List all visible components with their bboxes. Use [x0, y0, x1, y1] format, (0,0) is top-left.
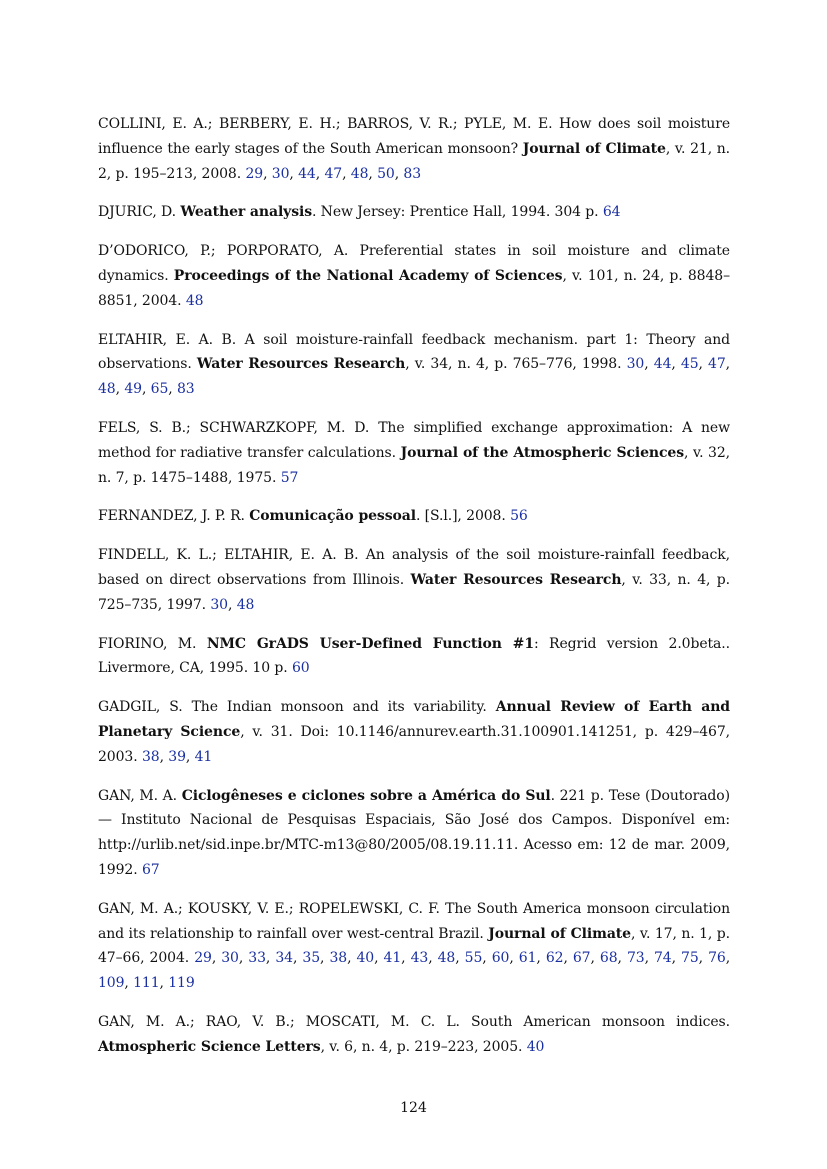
- reference-details: , v. 17, n. 1, p. 47–66, 2004.: [98, 925, 731, 967]
- back-reference-page-link[interactable]: 64: [602, 204, 621, 221]
- reference-entry: [98, 200, 730, 225]
- back-reference-page-link[interactable]: 39: [168, 748, 186, 765]
- reference-entry: [98, 1010, 730, 1060]
- back-reference-page-link[interactable]: 49: [124, 381, 142, 398]
- reference-source-title: Journal of Climate: [488, 925, 631, 942]
- back-reference-page-link[interactable]: 47: [708, 356, 726, 373]
- back-reference-page-link[interactable]: 67: [141, 861, 160, 878]
- reference-authors-title: FIORINO, M.: [98, 635, 207, 652]
- back-reference-page-link[interactable]: 60: [291, 660, 310, 677]
- back-reference-page-link[interactable]: 30: [210, 596, 228, 613]
- back-reference-page-link[interactable]: 76: [708, 950, 726, 967]
- back-reference-page-link[interactable]: 40: [526, 1038, 545, 1055]
- reference-authors-title: COLLINI, E. A.; BERBERY, E. H.; BARROS, V. R.; PYLE, M. E. How does soil moisture influence the early stages of the South American monsoon?: [98, 116, 730, 157]
- reference-entry: GAN, M. A.; KOUSKY, V. E.; ROPELEWSKI, C. F. The South America monsoon circulation and its relationship to rainfall over west-central Brazil. Journal of Climate, v. 17, n. 1, p. 47–66, 2004. 29, 30, 33, 34, 35, 38, 40, 41, 43, 48, 55, 60, 61, 62, 67, 68, 73, 74, 75, 76, 109, 111, 119: [98, 900, 731, 992]
- reference-authors-title: FINDELL, K. L.; ELTAHIR, E. A. B. An analysis of the soil moisture-rainfall feedback, based on direct observations from Illinois.: [98, 547, 730, 588]
- reference-source-title: Water Resources Research: [410, 571, 622, 588]
- reference-entry: [98, 504, 730, 529]
- reference-entry: [98, 239, 730, 313]
- reference-source-title: Journal of the Atmospheric Sciences: [400, 444, 685, 461]
- back-reference-page-link[interactable]: 29: [194, 950, 212, 967]
- reference-details: , v. 32, n. 7, p. 1475–1488, 1975.: [98, 444, 730, 486]
- back-reference-page-link[interactable]: 119: [168, 975, 195, 992]
- reference-entry: [98, 632, 730, 682]
- reference-source-title: Atmospheric Science Letters: [98, 1038, 321, 1055]
- reference-details: : Regrid version 2.0beta.. Livermore, CA, 1995. 10 p.: [98, 635, 731, 677]
- back-reference-page-link[interactable]: 30: [271, 165, 290, 182]
- back-reference-page-link[interactable]: 35: [302, 950, 321, 967]
- reference-source-title: Ciclogêneses e ciclones sobre a América do Sul: [181, 787, 551, 804]
- back-reference-page-link[interactable]: 43: [410, 950, 429, 967]
- reference-entry: ELTAHIR, E. A. B. A soil moisture-rainfall feedback mechanism. part 1: Theory and observations. Water Resources Research, v. 34, n. 4, p. 765–776, 1998. 30, 44, 45, 47, 48, 49, 65, 83: [98, 331, 731, 398]
- reference-details: , v. 34, n. 4, p. 765–776, 1998.: [405, 356, 627, 373]
- reference-source-title: Annual Review of Earth and Planetary Science: [98, 699, 730, 740]
- back-reference-page-link[interactable]: 33: [248, 950, 266, 967]
- page-number: 124: [400, 1100, 427, 1116]
- reference-authors-title: DJURIC, D.: [98, 204, 181, 221]
- back-reference-page-link[interactable]: 45: [680, 356, 699, 373]
- reference-details: , v. 101, n. 24, p. 8848–8851, 2004.: [98, 267, 730, 309]
- reference-source-title: Comunicação pessoal: [249, 508, 416, 525]
- reference-entry: GADGIL, S. The Indian monsoon and its variability. Annual Review of Earth and Planetary Science, v. 31. Doi: 10.1146/annurev.earth.31.100901.141251, p. 429–467, 2003. 38, 39, 41: [98, 699, 730, 765]
- reference-authors-title: FELS, S. B.; SCHWARZKOPF, M. D. The simplified exchange approximation: A new method for radiative transfer calculations.: [98, 419, 730, 461]
- reference-authors-title: D’ODORICO, P.; PORPORATO, A. Preferential states in soil moisture and climate dynamics.: [98, 243, 730, 284]
- reference-authors-title: GAN, M. A.; KOUSKY, V. E.; ROPELEWSKI, C. F. The South America monsoon circulation and its relationship to rainfall over west-central Brazil.: [98, 900, 730, 942]
- back-reference-page-link[interactable]: 41: [194, 748, 213, 765]
- back-reference-page-link[interactable]: 56: [510, 508, 528, 525]
- back-reference-page-link[interactable]: 75: [681, 950, 699, 967]
- back-reference-page-link[interactable]: 40: [356, 950, 375, 967]
- back-reference-page-link[interactable]: 111: [133, 975, 160, 992]
- reference-authors-title: FERNANDEZ, J. P. R.: [98, 508, 250, 525]
- back-reference-page-link[interactable]: 60: [491, 950, 510, 967]
- back-reference-page-link[interactable]: 34: [275, 950, 293, 967]
- reference-authors-title: GAN, M. A.: [98, 787, 182, 804]
- back-reference-page-link[interactable]: 41: [383, 950, 402, 967]
- back-reference-page-link[interactable]: 83: [403, 165, 422, 182]
- back-reference-page-link[interactable]: 65: [150, 381, 169, 398]
- back-reference-page-link[interactable]: 48: [98, 381, 116, 398]
- back-reference-page-link[interactable]: 74: [654, 950, 672, 967]
- back-reference-page-link[interactable]: 44: [298, 165, 316, 182]
- reference-source-title: NMC GrADS User-Defined Function #1: [206, 635, 534, 652]
- reference-entry: [98, 784, 730, 883]
- back-reference-page-link[interactable]: 48: [350, 165, 369, 182]
- back-reference-page-link[interactable]: 48: [185, 292, 204, 309]
- back-reference-page-link[interactable]: 38: [329, 950, 348, 967]
- back-reference-page-link[interactable]: 30: [221, 950, 239, 967]
- reference-authors-title: GADGIL, S. The Indian monsoon and its variability.: [98, 699, 496, 716]
- back-reference-page-link[interactable]: 48: [236, 596, 255, 613]
- reference-details: , v. 31. Doi: 10.1146/annurev.earth.31.100901.141251, p. 429–467, 2003.: [98, 723, 730, 765]
- back-reference-page-link[interactable]: 57: [280, 469, 299, 486]
- back-reference-page-link[interactable]: 61: [518, 950, 537, 967]
- back-reference-page-link[interactable]: 29: [245, 165, 264, 182]
- reference-list: [98, 112, 730, 1074]
- back-reference-page-link[interactable]: 55: [464, 950, 483, 967]
- reference-source-title: Weather analysis: [180, 204, 312, 221]
- reference-source-title: Journal of Climate: [522, 140, 666, 157]
- reference-authors-title: GAN, M. A.; RAO, V. B.; MOSCATI, M. C. L. South American monsoon indices.: [98, 1013, 730, 1030]
- reference-details: . New Jersey: Prentice Hall, 1994. 304 p.: [311, 204, 603, 221]
- reference-entry: FINDELL, K. L.; ELTAHIR, E. A. B. An analysis of the soil moisture-rainfall feedback, based on direct observations from Illinois. Water Resources Research, v. 33, n. 4, p. 725–735, 1997. 30, 48: [98, 547, 731, 613]
- reference-entry: [98, 416, 730, 490]
- reference-source-title: Water Resources Research: [196, 356, 406, 373]
- back-reference-page-link[interactable]: 73: [626, 950, 645, 967]
- back-reference-page-link[interactable]: 68: [599, 950, 618, 967]
- back-reference-page-link[interactable]: 38: [141, 748, 160, 765]
- back-reference-page-link[interactable]: 67: [572, 950, 591, 967]
- back-reference-page-link[interactable]: 109: [98, 975, 125, 992]
- back-reference-page-link[interactable]: 50: [377, 165, 395, 182]
- back-reference-page-link[interactable]: 48: [437, 950, 456, 967]
- back-reference-page-link[interactable]: 30: [626, 356, 645, 373]
- reference-authors-title: ELTAHIR, E. A. B. A soil moisture-rainfall feedback mechanism. part 1: Theory and observations.: [98, 331, 730, 373]
- reference-details: , v. 21, n. 2, p. 195–213, 2008.: [98, 140, 731, 182]
- reference-details: , v. 6, n. 4, p. 219–223, 2005.: [320, 1038, 527, 1055]
- back-reference-page-link[interactable]: 83: [176, 381, 195, 398]
- reference-details: . [S.l.], 2008.: [415, 508, 511, 525]
- back-reference-page-link[interactable]: 44: [653, 356, 672, 373]
- reference-details: . 221 p. Tese (Doutorado) — Instituto Nacional de Pesquisas Espaciais, São José dos Campos. Disponível em: http://urlib.net/sid.inpe.br/MTC-m13@80/2005/08.19.11.11. Acesso em: 12 de mar. 2009, 1992.: [98, 787, 730, 878]
- back-reference-page-link[interactable]: 47: [324, 165, 343, 182]
- back-reference-page-link[interactable]: 62: [545, 950, 564, 967]
- reference-details: , v. 33, n. 4, p. 725–735, 1997.: [98, 571, 731, 613]
- reference-entry: COLLINI, E. A.; BERBERY, E. H.; BARROS, V. R.; PYLE, M. E. How does soil moisture influence the early stages of the South American monsoon? Journal of Climate, v. 21, n. 2, p. 195–213, 2008. 29, 30, 44, 47, 48, 50, 83: [98, 116, 731, 182]
- reference-source-title: Proceedings of the National Academy of Sciences: [173, 267, 563, 284]
